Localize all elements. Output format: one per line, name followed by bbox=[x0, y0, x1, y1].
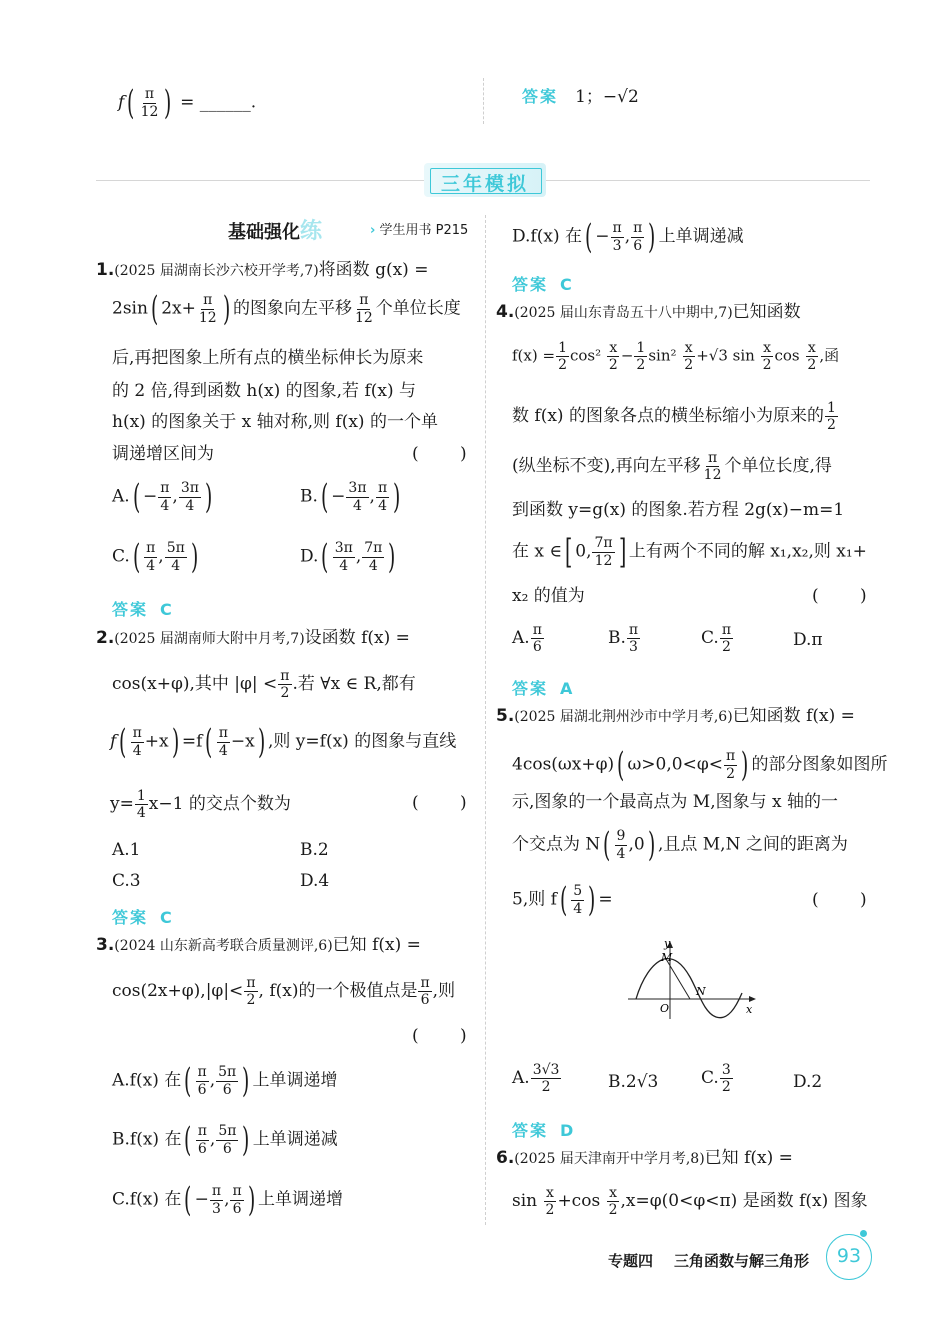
q3-f2-den: 6 bbox=[420, 992, 430, 1009]
q2-option-b[interactable]: B.2 bbox=[300, 840, 329, 860]
q6-f1n: x bbox=[546, 1185, 554, 1201]
q4-text-3: 数 f(x) 的图象各点的横坐标缩小为原来的 bbox=[512, 406, 824, 427]
q2-line4 bbox=[110, 788, 291, 821]
q1-a-label: A. bbox=[112, 486, 130, 507]
q5-text-5a: 5,则 f bbox=[512, 889, 557, 910]
q4-a-label: A. bbox=[512, 628, 530, 649]
q6-line2 bbox=[512, 1185, 868, 1218]
q3-d-minus: − bbox=[595, 226, 610, 247]
q2-paren: ( ) bbox=[412, 793, 485, 813]
q3-text-2b: , f(x)的一个极值点是 bbox=[258, 981, 418, 1002]
q4-shift-d: 12 bbox=[703, 467, 722, 484]
q4-minus: − bbox=[620, 346, 634, 365]
q4-line4 bbox=[512, 450, 832, 483]
q1-text-1: 将函数 g(x) = bbox=[318, 260, 429, 280]
q3-c-post: 上单调递增 bbox=[257, 1189, 343, 1210]
q4-line6: 在 x ∈[ 0, $\frac{7\pi}{12}$ ] 上有两个不同的解 x₁,x₂,则 x₁+ bbox=[512, 532, 867, 572]
q1-c-n1: π bbox=[146, 540, 156, 557]
q1-b-label: B. bbox=[300, 486, 318, 507]
q3-number: 3. bbox=[96, 935, 115, 955]
q3-a-n2: 5π bbox=[218, 1064, 237, 1081]
q1-line1 bbox=[96, 262, 428, 279]
q1-a-n2: 3π bbox=[180, 480, 199, 497]
q4-f4n: x bbox=[684, 340, 693, 356]
q4-c-label: C. bbox=[701, 628, 719, 649]
q4-b-n: π bbox=[628, 622, 639, 638]
q1-text-2: 的图象向左平移 bbox=[232, 298, 352, 319]
q4-f5n: x bbox=[763, 340, 771, 356]
q5-a-d: 2 bbox=[541, 1079, 551, 1096]
q5-line5: 5,则 f( $\frac{5}{4}$ ) = bbox=[512, 880, 613, 920]
q1-c-d2: 4 bbox=[171, 557, 181, 574]
q4-f5d: 2 bbox=[762, 357, 772, 374]
q5-text-5b: = bbox=[598, 889, 613, 910]
section-title-accent: 练 bbox=[300, 219, 323, 244]
q3-answer-label: 答案 bbox=[512, 275, 549, 294]
q5-option-a[interactable] bbox=[512, 1062, 562, 1095]
q3-text-2a: cos(2x+φ),|φ|< bbox=[112, 981, 244, 1002]
q6-f1d: 2 bbox=[545, 1202, 555, 1219]
q1-d-d1: 4 bbox=[339, 557, 349, 574]
q6-text-2: ,x=φ(0<φ<π) 是函数 f(x) 图象 bbox=[620, 1191, 868, 1212]
q6-sin: sin bbox=[512, 1191, 543, 1212]
q3-d-pre: D.f(x) 在 bbox=[512, 226, 582, 247]
q1-b-d2: 4 bbox=[378, 497, 387, 514]
q4-f3n: 1 bbox=[636, 340, 646, 356]
q5-cond: ω>0,0<φ< bbox=[627, 754, 723, 775]
q1-option-c[interactable]: C.( $\frac{\pi}{4}$ , $\frac{5\pi}{4}$ ) bbox=[112, 537, 199, 577]
q3-option-a[interactable]: A.f(x) 在( $\frac{\pi}{6}$ , $\frac{5\pi}{6}$ ) 上单调递增 bbox=[112, 1061, 338, 1101]
graph-M-label: M bbox=[661, 951, 673, 964]
q3-option-c[interactable]: C.f(x) 在( − $\frac{\pi}{3}$ , $\frac{\pi}{6}$ ) 上单调递增 bbox=[112, 1180, 343, 1220]
q2-f1-arg: +x bbox=[144, 731, 169, 752]
q4-text-2: ,函 bbox=[819, 346, 840, 365]
graph-curve bbox=[636, 959, 742, 1018]
page-dot bbox=[860, 1230, 867, 1237]
q2-frac-num: π bbox=[280, 668, 290, 684]
q5-c-d: 2 bbox=[721, 1079, 731, 1096]
graph-O-label: O bbox=[660, 1002, 670, 1015]
q4-answer-label: 答案 bbox=[512, 679, 549, 698]
q4-paren: ( ) bbox=[812, 586, 885, 606]
q3-a-pre: A.f(x) 在 bbox=[112, 1070, 182, 1091]
q1-option-d[interactable]: D.( $\frac{3\pi}{4}$ , $\frac{7\pi}{4}$ ) bbox=[300, 537, 396, 577]
q1-b-sign: − bbox=[331, 486, 346, 507]
q4-cos: cos bbox=[774, 346, 805, 365]
q5-answer-value: D bbox=[560, 1121, 574, 1140]
footer-title: 三角函数与解三角形 bbox=[674, 1252, 810, 1270]
q5-N-d: 4 bbox=[616, 845, 626, 862]
q4-line1 bbox=[496, 304, 801, 321]
q3-paren: ( ) bbox=[412, 1026, 485, 1046]
q4-b-label: B. bbox=[608, 628, 626, 649]
q4-a-n: π bbox=[532, 622, 542, 638]
q3-d-post: 上单调递减 bbox=[658, 226, 744, 247]
q1-a-n1: π bbox=[160, 480, 170, 497]
q1-text-3: 个单位长度 bbox=[375, 298, 461, 319]
q3-source: (2024 山东新高考联合质量测评,6) bbox=[114, 938, 333, 954]
q3-d-n1: π bbox=[612, 220, 622, 237]
q2-quarter-num: 1 bbox=[136, 788, 146, 804]
top-frac-num: π bbox=[144, 86, 155, 103]
q1-d-d2: 4 bbox=[368, 557, 378, 574]
q1-answer-value: C bbox=[160, 600, 172, 619]
q3-c-d1: 3 bbox=[212, 1200, 221, 1217]
q1-d-n2: 7π bbox=[364, 540, 383, 557]
q4-f3d: 2 bbox=[636, 357, 646, 374]
top-frac-den: 12 bbox=[140, 103, 159, 120]
q2-f1: f bbox=[110, 731, 117, 752]
q5-a-n: 3√3 bbox=[532, 1062, 560, 1078]
q3-b-n2: 5π bbox=[218, 1123, 237, 1140]
q2-f2: =f bbox=[181, 731, 203, 752]
q1-option-b[interactable]: B.( − $\frac{3\pi}{4}$ , $\frac{\pi}{4}$ ) bbox=[300, 477, 401, 517]
top-f: f bbox=[118, 92, 125, 113]
q4-range-d: 12 bbox=[594, 552, 613, 569]
q1-b-n1: 3π bbox=[348, 480, 367, 497]
q1-frac-num: π bbox=[203, 292, 213, 309]
q1-line2: 2sin( 2x+ $\frac{\pi}{12}$ ) 的图象向左平移 $\frac{\pi}{12}$ 个单位长度 bbox=[112, 289, 461, 329]
q5-text-4b: ,且点 M,N 之间的距离为 bbox=[657, 834, 848, 855]
q5-answer-label: 答案 bbox=[512, 1121, 549, 1140]
q4-half-d: 2 bbox=[826, 417, 836, 434]
top-blank: = ______. bbox=[180, 92, 257, 113]
q6-line1 bbox=[496, 1150, 793, 1167]
page-number-badge bbox=[826, 1234, 872, 1280]
q3-d-n2: π bbox=[633, 220, 643, 237]
q3-c-d2: 6 bbox=[232, 1200, 242, 1217]
q6-cos: +cos bbox=[557, 1191, 606, 1212]
q5-answer bbox=[512, 1118, 573, 1141]
graph-N-label: N bbox=[696, 985, 706, 998]
q1-line5: h(x) 的图象关于 x 轴对称,则 f(x) 的一个单 bbox=[112, 412, 438, 432]
q5-option-d[interactable]: D.2 bbox=[793, 1072, 823, 1092]
q4-sin2: sin² bbox=[648, 346, 682, 365]
q1-c-d1: 4 bbox=[146, 557, 156, 574]
q6-source: (2025 届天津南开中学月考,8) bbox=[514, 1151, 705, 1167]
q2-y: y= bbox=[110, 794, 134, 815]
section-ref bbox=[370, 219, 468, 238]
graph-y-label: y bbox=[664, 937, 671, 950]
q3-b-d1: 6 bbox=[197, 1140, 207, 1157]
q6-text-1: 已知 f(x) = bbox=[704, 1148, 793, 1168]
q4-f2d: 2 bbox=[608, 357, 618, 374]
q2-answer-label: 答案 bbox=[112, 908, 149, 927]
q5-c-n: 3 bbox=[721, 1062, 731, 1078]
column-divider bbox=[485, 215, 486, 1225]
q4-number: 4. bbox=[496, 302, 515, 322]
q5-line1 bbox=[496, 708, 855, 725]
q4-fx: f(x) = bbox=[512, 346, 556, 365]
q2-text-2a: cos(x+φ),其中 |φ| < bbox=[112, 674, 278, 695]
q4-shift-n: π bbox=[707, 450, 718, 466]
q5-c-label: C. bbox=[701, 1068, 719, 1089]
q5-a-label: A. bbox=[512, 1068, 530, 1089]
q3-a-n1: π bbox=[197, 1064, 207, 1081]
q1-answer bbox=[112, 597, 172, 620]
q2-answer bbox=[112, 905, 172, 928]
q5-number: 5. bbox=[496, 706, 515, 726]
q5-line4: 个交点为 N( $\frac{9}{4}$ ,0) ,且点 M,N 之间的距离为 bbox=[512, 825, 848, 865]
q4-answer bbox=[512, 676, 572, 699]
q1-line6: 调递增区间为 bbox=[112, 444, 214, 464]
q4-line3 bbox=[512, 400, 839, 433]
q6-f2d: 2 bbox=[608, 1202, 618, 1219]
q5-paren: ( ) bbox=[812, 890, 885, 910]
q4-range-n: 7π bbox=[594, 535, 613, 552]
q4-f1d: 2 bbox=[558, 357, 567, 374]
q4-f2n: x bbox=[609, 340, 618, 356]
q1-b-n2: π bbox=[377, 480, 388, 497]
q2-text-2b: .若 ∀x ∈ R,都有 bbox=[292, 674, 416, 695]
q1-paren: ( ) bbox=[412, 444, 485, 464]
q3-f1-num: π bbox=[246, 975, 256, 991]
q1-arg: 2x+ bbox=[161, 298, 196, 319]
q3-c-minus: − bbox=[194, 1189, 209, 1210]
q3-c-pre: C.f(x) 在 bbox=[112, 1189, 182, 1210]
q1-a-sign: − bbox=[142, 486, 158, 507]
q2-line3: f( $\frac{\pi}{4}$ +x) =f( $\frac{\pi}{4}$ −x) ,则 y=f(x) 的图象与直线 bbox=[110, 722, 457, 762]
q2-number: 2. bbox=[96, 628, 115, 648]
q3-d-d1: 3 bbox=[612, 237, 622, 254]
q4-line2 bbox=[512, 340, 839, 373]
q5-arg-n: 5 bbox=[573, 883, 583, 900]
q4-c-n: π bbox=[721, 622, 732, 638]
q5-text-1: 已知函数 f(x) = bbox=[732, 706, 855, 726]
q1-frac2-num: π bbox=[359, 292, 369, 309]
q2-option-d[interactable]: D.4 bbox=[300, 871, 330, 891]
q4-answer-value: A bbox=[560, 679, 573, 698]
q2-quarter-den: 4 bbox=[136, 805, 146, 822]
top-answer bbox=[522, 84, 639, 107]
q1-source: (2025 届湖南长沙六校开学考,7) bbox=[114, 263, 319, 279]
q3-a-d2: 6 bbox=[222, 1081, 232, 1098]
q2-option-a[interactable]: A.1 bbox=[112, 840, 141, 860]
q4-line5: 到函数 y=g(x) 的图象.若方程 2g(x)−m=1 bbox=[512, 500, 845, 520]
q5-option-c[interactable] bbox=[701, 1062, 734, 1095]
q4-line7: x₂ 的值为 bbox=[512, 586, 585, 606]
q2-f1-num: π bbox=[132, 725, 142, 742]
q5-option-b[interactable]: B.2√3 bbox=[608, 1072, 659, 1092]
q2-line2 bbox=[112, 668, 416, 701]
q1-d-label: D. bbox=[300, 546, 319, 567]
q5-line2: 4cos(ωx+φ)( ω>0,0<φ< $\frac{\pi}{2}$ ) 的部分图象如图所 bbox=[512, 745, 888, 785]
q5-cond-d: 2 bbox=[726, 765, 736, 782]
q4-f6n: x bbox=[807, 340, 816, 356]
q3-answer-value: C bbox=[560, 275, 572, 294]
q4-text-6a: 在 x ∈ bbox=[512, 541, 562, 562]
q5-cond-n: π bbox=[725, 748, 736, 765]
q6-number: 6. bbox=[496, 1148, 515, 1168]
q5-cos: 4cos(ωx+φ) bbox=[512, 754, 615, 775]
q4-text-1: 已知函数 bbox=[732, 302, 801, 322]
q3-a-post: 上单调递增 bbox=[252, 1070, 338, 1091]
q4-c-d: 2 bbox=[721, 639, 731, 656]
q4-text-4a: (纵坐标不变),再向左平移 bbox=[512, 456, 701, 477]
answer-label: 答案 bbox=[522, 87, 559, 106]
q2-source: (2025 届湖南师大附中月考,7) bbox=[114, 631, 305, 647]
q2-f2-num: π bbox=[218, 725, 228, 742]
q2-text-3: ,则 y=f(x) 的图象与直线 bbox=[268, 731, 457, 752]
q1-d-n1: 3π bbox=[334, 540, 353, 557]
q3-line2 bbox=[112, 975, 455, 1008]
q1-line4: 的 2 倍,得到函数 h(x) 的图象,若 f(x) 与 bbox=[112, 381, 416, 401]
q2-text-4: x−1 的交点个数为 bbox=[148, 794, 291, 815]
q3-b-n1: π bbox=[197, 1123, 207, 1140]
q3-d-d2: 6 bbox=[633, 237, 643, 254]
graph-x-arrow bbox=[749, 996, 756, 1002]
answer-value: 1；−√2 bbox=[575, 87, 639, 107]
section-ref-text: 学生用书 P215 bbox=[379, 223, 469, 238]
column-divider-top bbox=[483, 78, 484, 124]
q1-sin: 2sin bbox=[112, 298, 148, 319]
q4-a-d: 6 bbox=[532, 639, 542, 656]
q3-f2-num: π bbox=[420, 975, 430, 991]
q5-line3: 示,图象的一个最高点为 M,图象与 x 轴的一 bbox=[512, 792, 839, 812]
q3-f1-den: 2 bbox=[246, 992, 256, 1009]
graph-x-label: x bbox=[746, 1003, 753, 1016]
q3-b-pre: B.f(x) 在 bbox=[112, 1129, 182, 1150]
q3-option-d[interactable]: D.f(x) 在( − $\frac{\pi}{3}$ , $\frac{\pi}{6}$ ) 上单调递减 bbox=[512, 217, 744, 257]
q4-half-n: 1 bbox=[826, 400, 836, 416]
q4-b-d: 3 bbox=[629, 639, 638, 656]
q4-f6d: 2 bbox=[807, 357, 817, 374]
q2-f1-den: 4 bbox=[132, 742, 142, 759]
page-number: 93 bbox=[836, 1245, 862, 1267]
q3-c-n1: π bbox=[211, 1183, 222, 1200]
q2-f2-den: 4 bbox=[218, 742, 228, 759]
q1-c-label: C. bbox=[112, 546, 130, 567]
top-formula: f( $\frac{\pi}{12}$ ) = ______. bbox=[118, 83, 257, 123]
footer-topic: 专题四 bbox=[608, 1252, 654, 1270]
q4-option-b[interactable] bbox=[608, 622, 641, 655]
q4-source: (2025 届山东青岛五十八中期中,7) bbox=[514, 305, 733, 321]
q5-text-2: 的部分图象如图所 bbox=[751, 754, 888, 775]
q5-text-4a: 个交点为 N bbox=[512, 834, 601, 855]
q3-line1 bbox=[96, 937, 421, 954]
q1-b-d1: 4 bbox=[353, 497, 362, 514]
banner-badge bbox=[424, 163, 546, 197]
q3-answer bbox=[512, 272, 572, 295]
q5-N-n: 9 bbox=[616, 828, 626, 845]
q2-f2-arg: −x bbox=[230, 731, 255, 752]
q1-c-n2: 5π bbox=[166, 540, 185, 557]
q6-f2n: x bbox=[609, 1185, 617, 1201]
q3-a-d1: 6 bbox=[197, 1081, 207, 1098]
q4-text-4b: 个单位长度,得 bbox=[724, 456, 832, 477]
q1-a-d2: 4 bbox=[185, 497, 195, 514]
q5-graph bbox=[624, 935, 764, 1020]
q2-line1 bbox=[96, 630, 410, 647]
arrow-icon: › bbox=[370, 223, 376, 238]
q1-a-d1: 4 bbox=[160, 497, 170, 514]
q5-N-zero: ,0 bbox=[628, 834, 645, 855]
q3-c-n2: π bbox=[232, 1183, 242, 1200]
q1-answer-label: 答案 bbox=[112, 600, 149, 619]
q2-frac-den: 2 bbox=[280, 685, 290, 702]
section-title bbox=[228, 214, 322, 245]
q2-text-1: 设函数 f(x) = bbox=[304, 628, 410, 648]
section-title-text: 基础强化 bbox=[228, 222, 300, 243]
q4-sqrt3sin: +√3 sin bbox=[696, 346, 760, 365]
q1-frac2-den: 12 bbox=[354, 309, 373, 326]
q3-text-2c: ,则 bbox=[432, 981, 456, 1002]
q1-number: 1. bbox=[96, 260, 115, 280]
q4-option-c[interactable] bbox=[701, 622, 734, 655]
q3-b-post: 上单调递减 bbox=[252, 1129, 338, 1150]
q2-option-c[interactable]: C.3 bbox=[112, 871, 141, 891]
q5-arg-d: 4 bbox=[573, 900, 583, 917]
q4-text-6b: 上有两个不同的解 x₁,x₂,则 x₁+ bbox=[628, 541, 867, 562]
q1-frac-den: 12 bbox=[198, 309, 217, 326]
q5-source: (2025 届湖北荆州沙市中学月考,6) bbox=[514, 709, 733, 725]
q4-option-d[interactable]: D.π bbox=[793, 630, 823, 650]
q2-answer-value: C bbox=[160, 908, 172, 927]
q1-line3: 后,再把图象上所有点的横坐标伸长为原来 bbox=[112, 348, 424, 368]
banner-title: 三年模拟 bbox=[440, 173, 529, 195]
q4-f4d: 2 bbox=[684, 357, 694, 374]
q4-option-a[interactable] bbox=[512, 622, 545, 655]
q4-f1n: 1 bbox=[558, 340, 567, 356]
q4-zero: 0, bbox=[575, 541, 592, 562]
q4-cos2: cos² bbox=[569, 346, 606, 365]
q3-b-d2: 6 bbox=[222, 1140, 232, 1157]
q3-option-b[interactable]: B.f(x) 在( $\frac{\pi}{6}$ , $\frac{5\pi}{6}$ ) 上单调递减 bbox=[112, 1120, 338, 1160]
q3-text-1: 已知 f(x) = bbox=[332, 935, 421, 955]
q1-option-a[interactable]: A.( − $\frac{\pi}{4}$ , $\frac{3\pi}{4}$ ) bbox=[112, 477, 213, 517]
